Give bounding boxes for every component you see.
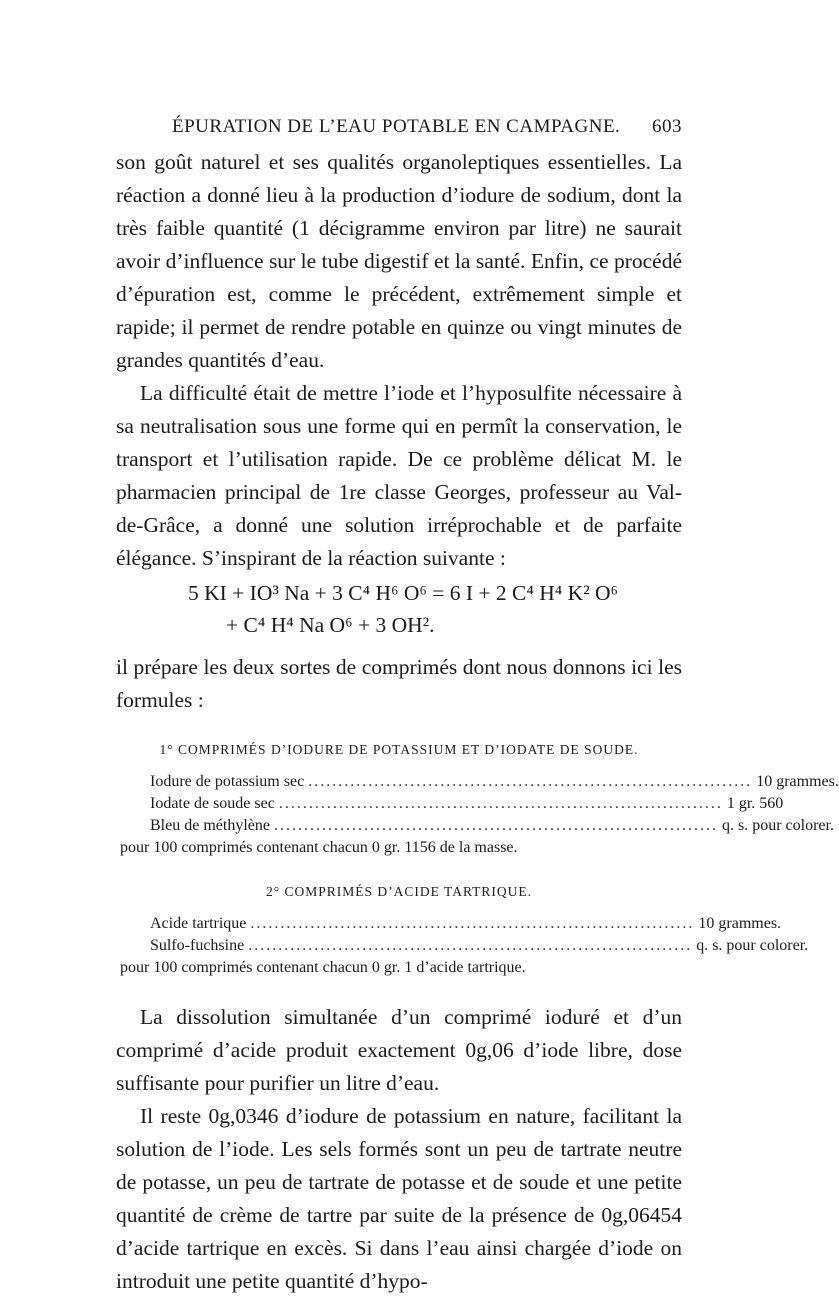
leader-dots: .......................................................................... [248, 937, 693, 954]
recipe-2-note: pour 100 comprimés contenant chacun 0 gr. 1 d’acide tartrique. [120, 959, 526, 976]
ingredient-name: Iodate de soude sec [150, 795, 275, 812]
recipe-row [116, 771, 839, 793]
leader-dots: .......................................................................... [273, 817, 718, 834]
equation-line-2: + C⁴ H⁴ Na O⁶ + 3 OH². [226, 613, 435, 637]
equation-line-1: 5 KI + IO³ Na + 3 C⁴ H⁶ O⁶ = 6 I + 2 C⁴ H⁴ K² O⁶ [188, 581, 619, 605]
leader-dots: .......................................................................... [250, 915, 695, 932]
header-title: ÉPURATION DE L’EAU POTABLE EN CAMPAGNE. [172, 116, 621, 137]
recipe-row [116, 913, 782, 935]
page-number: 603 [652, 116, 682, 137]
ingredient-name: Sulfo-fuchsine [150, 937, 245, 954]
recipe-row [116, 815, 834, 837]
recipe-1-heading: 1° COMPRIMÉS D’IODURE DE POTASSIUM ET D’IODATE DE SOUDE. [159, 742, 639, 757]
ingredient-name: Bleu de méthylène [150, 817, 270, 834]
ingredient-name: Iodure de potassium sec [150, 773, 305, 790]
recipe-1 [116, 739, 839, 859]
paragraph-2: La difficulté était de mettre l’iode et l’hyposulfite nécessaire à sa neutralisation sous une forme qui en permît la conservation, le transport et l’utilisation rapide. De ce problème délicat M. le pharmacien principal de 1re classe Georges, professeur au Val-de-Grâce, a donné une solution irréprochable et de parfaite élégance. S’inspirant de la réaction suivante : [116, 381, 682, 570]
recipe-2 [116, 881, 809, 979]
ingredient-qty: q. s. pour colorer. [696, 937, 809, 954]
ingredient-name: Acide tartrique [150, 915, 247, 932]
page [116, 112, 839, 1298]
recipe-1-note: pour 100 comprimés contenant chacun 0 gr. 1156 de la masse. [120, 839, 518, 856]
ingredient-qty: 10 grammes. [698, 915, 782, 932]
recipe-row [116, 935, 809, 957]
recipe-row [116, 793, 784, 815]
paragraph-5: Il reste 0g,0346 d’iodure de potassium en nature, facilitant la solution de l’iode. Les sels formés sont un peu de tartrate neutre de potasse, un peu de tartrate de potasse et de soude et une petite quantité de crème de tartre par suite de la présence de 0g,06454 d’acide tartrique en excès. Si dans l’eau ainsi chargée d’iode on introduit une petite quantité d’hypo- [116, 1104, 682, 1293]
paragraph-3: il prépare les deux sortes de comprimés dont nous donnons ici les formules : [116, 655, 682, 712]
ingredient-qty: 1 gr. 560 [726, 795, 784, 812]
ingredient-qty: 10 grammes. [756, 773, 839, 790]
ingredient-qty: q. s. pour colorer. [721, 817, 834, 834]
recipe-2-heading: 2° COMPRIMÉS D’ACIDE TARTRIQUE. [265, 884, 533, 899]
leader-dots: .......................................................................... [278, 795, 723, 812]
leader-dots: .......................................................................... [308, 773, 753, 790]
paragraph-4: La dissolution simultanée d’un comprimé ioduré et d’un comprimé d’acide produit exactement 0g,06 d’iode libre, dose suffisante pour purifier un litre d’eau. [116, 1005, 682, 1095]
running-header [116, 112, 682, 146]
chemical-equation [116, 577, 682, 641]
paragraph-1: son goût naturel et ses qualités organoleptiques essentielles. La réaction a donné lieu à la production d’iodure de sodium, dont la très faible quantité (1 décigramme environ par litre) ne saurait avoir d’influence sur le tube digestif et la santé. Enfin, ce procédé d’épuration est, comme le précédent, extrêmement simple et rapide; il permet de rendre potable en quinze ou vingt minutes de grandes quantités d’eau. [116, 150, 682, 372]
